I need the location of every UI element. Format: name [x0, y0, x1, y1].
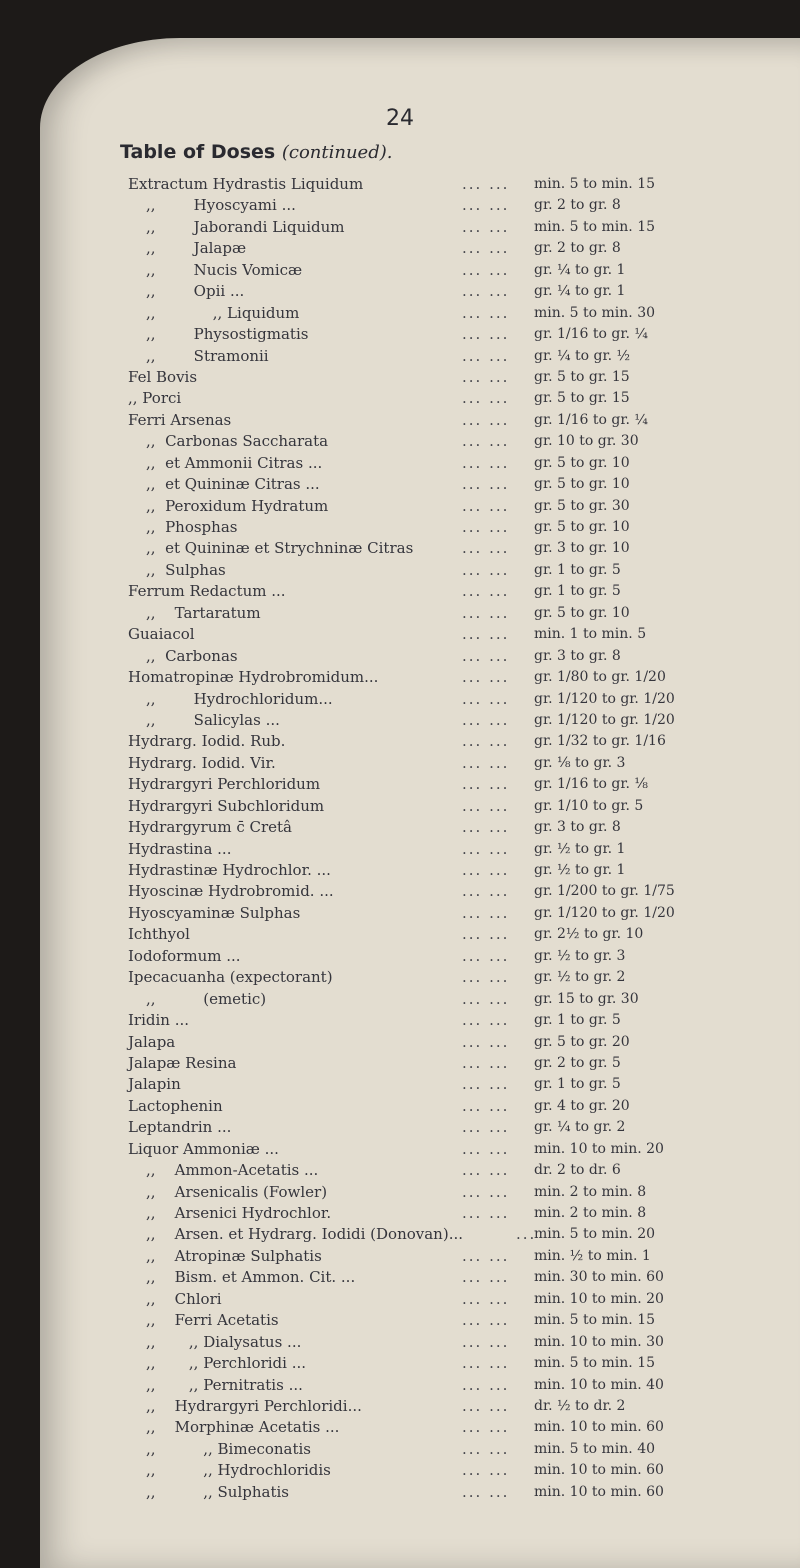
dose-range: min. 1 to min. 5: [534, 626, 647, 643]
drug-name: ,, et Quininæ Citras ...: [146, 475, 320, 494]
leader-dots: ... ...: [462, 603, 510, 622]
table-row: [0, 1160, 800, 1181]
continued-label: (continued).: [281, 142, 393, 163]
dose-range: gr. ½ to gr. 1: [534, 862, 626, 878]
table-row: [0, 560, 800, 581]
dose-range: gr. 2½ to gr. 10: [534, 926, 644, 943]
leader-dots: ... ...: [462, 1482, 510, 1501]
table-row: [0, 624, 800, 645]
dose-range: gr. ½ to gr. 2: [534, 969, 626, 986]
table-row: [0, 1460, 800, 1481]
table-row: [0, 1203, 800, 1224]
leader-dots: ... ...: [462, 496, 510, 515]
dose-range: min. 10 to min. 60: [534, 1462, 664, 1479]
leader-dots: ... ...: [462, 346, 510, 365]
drug-name: ,, Arsenici Hydrochlor.: [146, 1204, 332, 1222]
dose-range: dr. 2 to dr. 6: [534, 1162, 621, 1179]
dose-range: gr. 5 to gr. 10: [534, 519, 630, 535]
dose-range: gr. 2 to gr. 5: [534, 1054, 621, 1071]
leader-dots: ... ...: [462, 303, 510, 322]
dose-range: gr. 1 to gr. 5: [534, 583, 621, 600]
table-row: [0, 453, 800, 474]
dose-range: gr. 1/16 to gr. ¼: [534, 411, 648, 428]
dose-range: gr. 1/120 to gr. 1/20: [534, 690, 675, 707]
table-row: [0, 1246, 800, 1267]
dose-range: gr. 3 to gr. 8: [534, 819, 621, 836]
leader-dots: ... ...: [462, 1375, 510, 1394]
table-row: [0, 1096, 800, 1117]
dose-range: min. 10 to min. 60: [534, 1483, 664, 1500]
leader-dots: ... ...: [462, 989, 510, 1008]
table-row: [0, 538, 800, 559]
dose-range: gr. 5 to gr. 15: [534, 390, 630, 407]
table-row: [0, 817, 800, 838]
page-number: 24: [386, 106, 414, 131]
drug-name: ,, ,, Dialysatus ...: [146, 1332, 302, 1351]
drug-name: ,, Hyoscyami ...: [146, 196, 296, 215]
leader-dots: ... ...: [462, 1053, 510, 1072]
leader-dots: ... ...: [462, 1311, 510, 1330]
leader-dots: ... ...: [462, 432, 510, 451]
table-row: [0, 1332, 800, 1353]
leader-dots: ... ...: [462, 1032, 510, 1051]
drug-name: ,, Physostigmatis: [146, 325, 309, 344]
drug-name: ,, Salicylas ...: [146, 710, 280, 729]
drug-name: ,, Phosphas: [146, 518, 238, 536]
table-row: [0, 753, 800, 774]
dose-range: gr. 1/120 to gr. 1/20: [534, 711, 675, 728]
dose-table: [0, 174, 800, 1503]
dose-range: gr. 2 to gr. 8: [534, 240, 621, 257]
dose-range: gr. 5 to gr. 20: [534, 1033, 630, 1050]
table-row: [0, 388, 800, 409]
table-row: [0, 1482, 800, 1503]
drug-name: ,, Stramonii: [146, 346, 269, 365]
table-row: [0, 174, 800, 195]
dose-range: min. 5 to min. 15: [534, 176, 656, 192]
drug-name: Extractum Hydrastis Liquidum: [128, 175, 364, 193]
table-row: [0, 260, 800, 281]
drug-name: ,, Carbonas: [146, 646, 238, 665]
drug-name: Hydrargyri Perchloridum: [128, 775, 321, 794]
drug-name: ,, et Ammonii Citras ...: [146, 453, 323, 472]
table-row: [0, 967, 800, 988]
dose-range: min. 2 to min. 8: [534, 1205, 647, 1221]
table-row: [0, 1074, 800, 1095]
leader-dots: ... ...: [462, 1332, 510, 1351]
dose-range: gr. 5 to gr. 10: [534, 476, 630, 493]
drug-name: ,, Porci: [128, 389, 182, 408]
dose-range: min. 5 to min. 15: [534, 1312, 656, 1329]
drug-name: Hyoscinæ Hydrobromid. ...: [128, 882, 334, 901]
leader-dots: ... ...: [462, 389, 510, 408]
drug-name: Hydrastinæ Hydrochlor. ...: [128, 861, 331, 879]
dose-range: gr. 1 to gr. 5: [534, 1076, 621, 1093]
dose-range: gr. 1/10 to gr. 5: [534, 797, 644, 814]
leader-dots: ... ...: [462, 839, 510, 858]
drug-name: Iridin ...: [128, 1011, 190, 1030]
table-row: [0, 517, 800, 538]
leader-dots: ... ...: [462, 1075, 510, 1094]
drug-name: ,, Ferri Acetatis: [146, 1311, 279, 1330]
drug-name: ,, ,, Liquidum: [146, 303, 300, 322]
leader-dots: ... ...: [462, 1354, 510, 1373]
table-row: [0, 903, 800, 924]
leader-dots: ... ...: [462, 753, 510, 772]
drug-name: Hydrastina ...: [128, 839, 232, 858]
table-row: [0, 1289, 800, 1310]
drug-name: ,, Hydrargyri Perchloridi...: [146, 1396, 362, 1415]
dose-range: gr. 1 to gr. 5: [534, 1012, 621, 1029]
dose-range: min. 10 to min. 20: [534, 1290, 664, 1307]
leader-dots: ... ...: [462, 710, 510, 729]
leader-dots: ... ...: [462, 775, 510, 794]
leader-dots: ... ...: [462, 1096, 510, 1115]
drug-name: Ipecacuanha (expectorant): [128, 968, 333, 987]
dose-range: gr. 1/200 to gr. 1/75: [534, 883, 675, 900]
drug-name: Guaiacol: [128, 625, 195, 644]
drug-name: ,, ,, Bimeconatis: [146, 1439, 311, 1458]
dose-range: gr. ⅛ to gr. 3: [534, 754, 626, 771]
drug-name: Ichthyol: [128, 925, 190, 944]
leader-dots: ... ...: [462, 968, 510, 987]
leader-dots: ...: [516, 1225, 537, 1244]
drug-name: Homatropinæ Hydrobromidum...: [128, 668, 379, 687]
leader-dots: ... ...: [462, 732, 510, 751]
table-row: [0, 924, 800, 945]
leader-dots: ... ...: [462, 518, 510, 536]
drug-name: Hyoscyaminæ Sulphas: [128, 903, 301, 922]
table-row: [0, 324, 800, 345]
drug-name: ,, ,, Pernitratis ...: [146, 1375, 303, 1394]
dose-range: gr. 5 to gr. 10: [534, 454, 630, 471]
drug-name: ,, ,, Hydrochloridis: [146, 1461, 331, 1480]
drug-name: ,, Tartaratum: [146, 603, 261, 622]
leader-dots: ... ...: [462, 1246, 510, 1265]
dose-range: gr. 15 to gr. 30: [534, 990, 639, 1007]
leader-dots: ... ...: [462, 196, 510, 215]
drug-name: ,, Nucis Vomicæ: [146, 260, 303, 279]
dose-range: min. 5 to min. 30: [534, 304, 656, 321]
drug-name: ,, Hydrochloridum...: [146, 689, 333, 708]
drug-name: Iodoformum ...: [128, 946, 241, 965]
leader-dots: ... ...: [462, 282, 510, 301]
dose-range: gr. 10 to gr. 30: [534, 433, 639, 450]
table-row: [0, 710, 800, 731]
table-row: [0, 281, 800, 302]
drug-name: Hydrarg. Iodid. Rub.: [128, 732, 286, 751]
dose-range: gr. 5 to gr. 15: [534, 368, 630, 385]
leader-dots: ... ...: [462, 903, 510, 922]
dose-range: gr. 5 to gr. 10: [534, 604, 630, 621]
drug-name: ,, Arsen. et Hydrarg. Iodidi (Donovan)...: [146, 1225, 463, 1244]
table-row: [0, 667, 800, 688]
leader-dots: ... ...: [462, 668, 510, 687]
dose-range: gr. ¼ to gr. ½: [534, 347, 631, 364]
leader-dots: ... ...: [462, 861, 510, 879]
dose-range: min. 30 to min. 60: [534, 1269, 664, 1286]
drug-name: ,, et Quininæ et Strychninæ Citras: [146, 539, 414, 558]
drug-name: Lactophenin: [128, 1096, 223, 1115]
table-row: [0, 1439, 800, 1460]
drug-name: ,, Carbonas Saccharata: [146, 432, 329, 451]
leader-dots: ... ...: [462, 239, 510, 258]
drug-name: ,, Atropinæ Sulphatis: [146, 1246, 322, 1265]
drug-name: Jalapin: [128, 1075, 181, 1094]
dose-range: gr. 3 to gr. 8: [534, 647, 621, 664]
drug-name: Hydrargyrum c̄ Cretâ: [128, 818, 293, 837]
dose-range: min. 10 to min. 40: [534, 1376, 664, 1393]
table-row: [0, 1010, 800, 1031]
drug-name: ,, Morphinæ Acetatis ...: [146, 1418, 340, 1437]
table-row: [0, 581, 800, 602]
dose-range: gr. ¼ to gr. 1: [534, 283, 626, 300]
table-row: [0, 603, 800, 624]
drug-name: Jalapa: [128, 1032, 176, 1051]
drug-name: Leptandrin ...: [128, 1118, 232, 1137]
dose-range: gr. 1 to gr. 5: [534, 561, 621, 578]
dose-range: min. 5 to min. 15: [534, 218, 656, 235]
leader-dots: ... ...: [462, 625, 510, 644]
table-row: [0, 1224, 800, 1245]
leader-dots: ... ...: [462, 325, 510, 344]
dose-range: min. 10 to min. 20: [534, 1140, 664, 1157]
drug-name: ,, Peroxidum Hydratum: [146, 496, 329, 515]
drug-name: ,, Arsenicalis (Fowler): [146, 1182, 328, 1201]
table-row: [0, 1396, 800, 1417]
table-row: [0, 731, 800, 752]
leader-dots: ... ...: [462, 475, 510, 494]
dose-range: gr. 3 to gr. 10: [534, 540, 630, 557]
table-row: [0, 774, 800, 795]
leader-dots: ... ...: [462, 1011, 510, 1030]
leader-dots: ... ...: [462, 1161, 510, 1180]
table-title: Table of Doses: [120, 141, 276, 163]
dose-range: gr. ¼ to gr. 1: [534, 261, 626, 278]
table-row: [0, 1375, 800, 1396]
drug-name: Hydrarg. Iodid. Vir.: [128, 753, 276, 772]
dose-range: min. 10 to min. 60: [534, 1419, 664, 1436]
leader-dots: ... ...: [462, 1396, 510, 1415]
dose-range: min. 2 to min. 8: [534, 1183, 647, 1200]
leader-dots: ... ...: [462, 925, 510, 944]
drug-name: Hydrargyri Subchloridum: [128, 796, 325, 815]
drug-name: Ferri Arsenas: [128, 410, 232, 429]
table-row: [0, 689, 800, 710]
leader-dots: ... ...: [462, 882, 510, 901]
table-row: [0, 431, 800, 452]
leader-dots: ... ...: [462, 1439, 510, 1458]
table-row: [0, 367, 800, 388]
dose-range: gr. 1/80 to gr. 1/20: [534, 669, 666, 686]
drug-name: ,, Ammon-Acetatis ...: [146, 1161, 319, 1180]
drug-name: ,, ,, Sulphatis: [146, 1482, 289, 1501]
leader-dots: ... ...: [462, 946, 510, 965]
table-row: [0, 839, 800, 860]
dose-range: min. 5 to min. 40: [534, 1440, 656, 1457]
leader-dots: ... ...: [462, 1182, 510, 1201]
drug-name: Ferrum Redactum ...: [128, 582, 286, 601]
table-row: [0, 946, 800, 967]
leader-dots: ... ...: [462, 217, 510, 236]
dose-range: min. ½ to min. 1: [534, 1247, 651, 1264]
leader-dots: ... ...: [462, 1204, 510, 1222]
dose-range: min. 5 to min. 20: [534, 1226, 656, 1243]
table-row: [0, 860, 800, 881]
leader-dots: ... ...: [462, 582, 510, 601]
table-row: [0, 796, 800, 817]
leader-dots: ... ...: [462, 1268, 510, 1287]
drug-name: ,, Sulphas: [146, 560, 226, 579]
leader-dots: ... ...: [462, 539, 510, 558]
table-row: [0, 1053, 800, 1074]
table-heading: [120, 141, 392, 163]
dose-range: gr. 1/120 to gr. 1/20: [534, 904, 675, 921]
table-row: [0, 1117, 800, 1138]
dose-range: gr. 1/16 to gr. ⅛: [534, 776, 648, 793]
leader-dots: ... ...: [462, 367, 510, 386]
dose-range: dr. ½ to dr. 2: [534, 1397, 626, 1414]
leader-dots: ... ...: [462, 175, 510, 193]
table-row: [0, 346, 800, 367]
table-row: [0, 1139, 800, 1160]
drug-name: ,, Chlori: [146, 1289, 222, 1308]
drug-name: ,, Jalapæ: [146, 239, 247, 258]
table-row: [0, 646, 800, 667]
drug-name: ,, ,, Perchloridi ...: [146, 1354, 307, 1373]
dose-range: gr. 4 to gr. 20: [534, 1097, 630, 1114]
drug-name: Jalapæ Resina: [128, 1053, 237, 1072]
leader-dots: ... ...: [462, 1118, 510, 1137]
table-row: [0, 410, 800, 431]
table-row: [0, 303, 800, 324]
dose-range: gr. 1/32 to gr. 1/16: [534, 733, 666, 750]
leader-dots: ... ...: [462, 818, 510, 837]
dose-range: min. 10 to min. 30: [534, 1333, 664, 1350]
dose-range: gr. ¼ to gr. 2: [534, 1119, 626, 1136]
leader-dots: ... ...: [462, 453, 510, 472]
leader-dots: ... ...: [462, 560, 510, 579]
dose-range: gr. ½ to gr. 3: [534, 947, 626, 964]
table-row: [0, 1267, 800, 1288]
table-row: [0, 1032, 800, 1053]
drug-name: Fel Bovis: [128, 367, 198, 386]
leader-dots: ... ...: [462, 796, 510, 815]
drug-name: ,, Jaborandi Liquidum: [146, 217, 345, 236]
dose-range: min. 5 to min. 15: [534, 1355, 656, 1372]
leader-dots: ... ...: [462, 646, 510, 665]
table-row: [0, 195, 800, 216]
leader-dots: ... ...: [462, 1461, 510, 1480]
leader-dots: ... ...: [462, 1139, 510, 1158]
leader-dots: ... ...: [462, 1418, 510, 1437]
drug-name: ,, Opii ...: [146, 282, 245, 301]
table-row: [0, 1182, 800, 1203]
table-row: [0, 1353, 800, 1374]
dose-range: gr. 1/16 to gr. ¼: [534, 326, 648, 343]
drug-name: Liquor Ammoniæ ...: [128, 1139, 279, 1158]
dose-range: gr. ½ to gr. 1: [534, 840, 626, 857]
leader-dots: ... ...: [462, 689, 510, 708]
table-row: [0, 881, 800, 902]
table-row: [0, 1310, 800, 1331]
table-row: [0, 989, 800, 1010]
table-row: [0, 217, 800, 238]
dose-range: gr. 5 to gr. 30: [534, 497, 630, 514]
drug-name: ,, Bism. et Ammon. Cit. ...: [146, 1268, 356, 1287]
leader-dots: ... ...: [462, 1289, 510, 1308]
dose-range: gr. 2 to gr. 8: [534, 197, 621, 214]
leader-dots: ... ...: [462, 260, 510, 279]
table-row: [0, 474, 800, 495]
leader-dots: ... ...: [462, 410, 510, 429]
drug-name: ,, (emetic): [146, 989, 267, 1008]
table-row: [0, 1417, 800, 1438]
table-row: [0, 238, 800, 259]
table-row: [0, 496, 800, 517]
